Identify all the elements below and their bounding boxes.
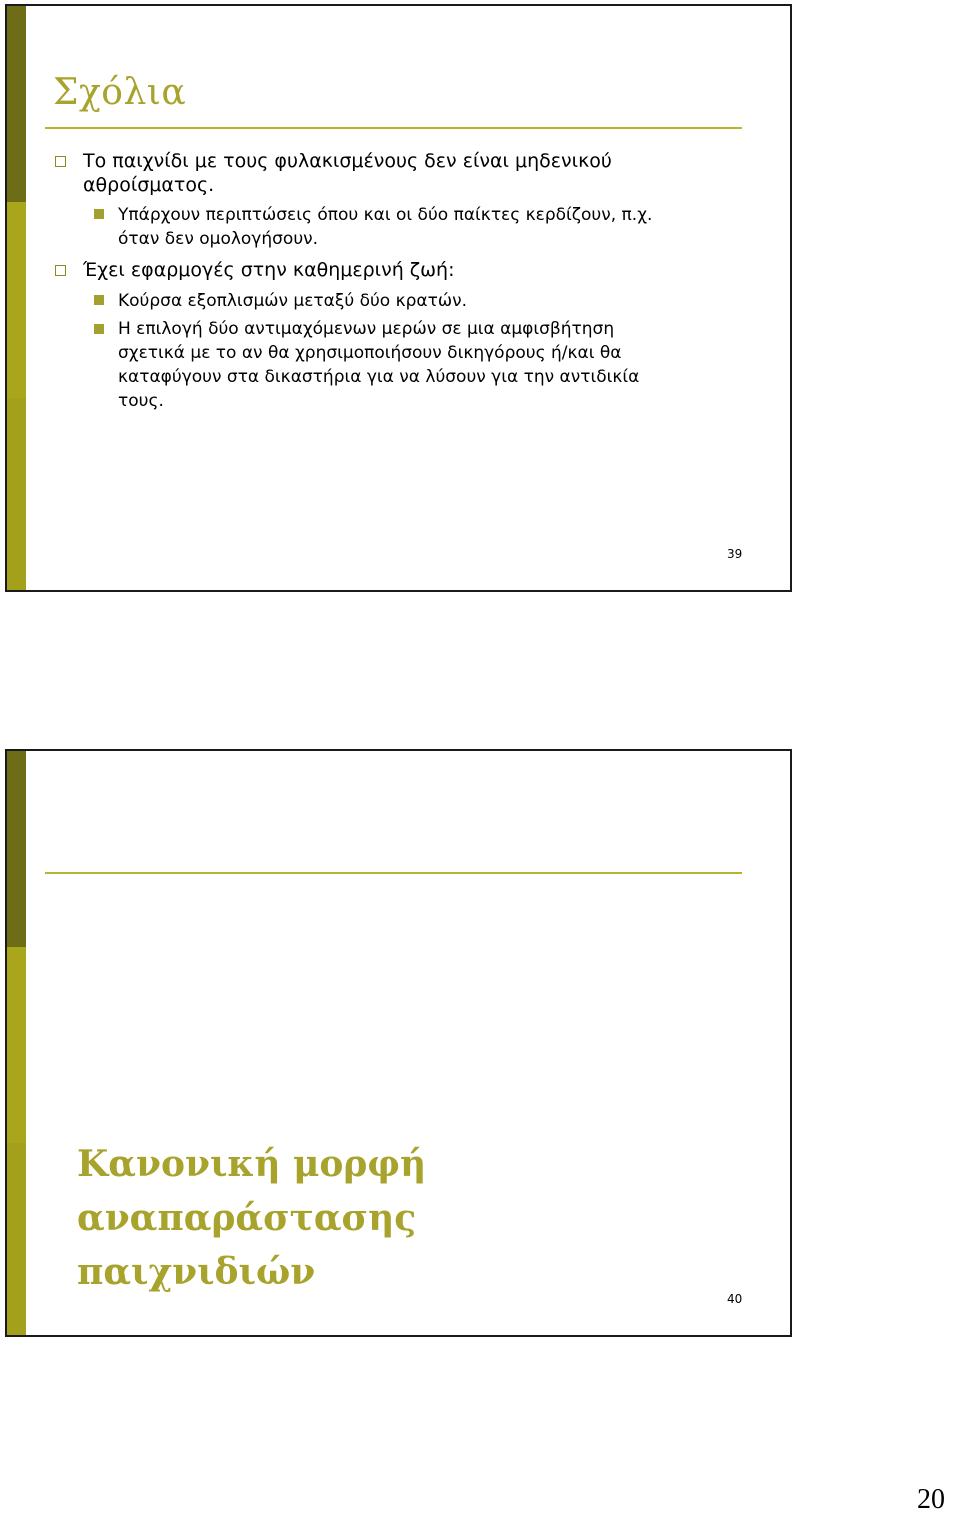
filled-square-bullet-icon bbox=[94, 324, 104, 334]
filled-square-bullet-icon bbox=[94, 209, 104, 219]
title-rule bbox=[45, 127, 742, 129]
band-dark-segment bbox=[7, 6, 26, 202]
bullet-text: Έχει εφαρμογές στην καθημερινή ζωή: bbox=[83, 259, 455, 281]
filled-square-bullet-icon bbox=[94, 295, 104, 305]
document-page-number: 20 bbox=[917, 1484, 945, 1515]
slide-39 bbox=[5, 4, 792, 592]
band-mid-segment bbox=[7, 202, 26, 398]
sub-bullet-text: Κούρσα εξοπλισμών μεταξύ δύο κρατών. bbox=[118, 291, 467, 311]
sub-bullet-text: Υπάρχουν περιπτώσεις όπου και οι δύο παίκτες κερδίζουν, π.χ. όταν δεν ομολογήσουν. bbox=[118, 205, 653, 249]
slide-side-band bbox=[7, 6, 26, 590]
square-bullet-icon bbox=[55, 156, 66, 167]
sub-bullet-text: Η επιλογή δύο αντιμαχόμενων μερών σε μια αμφισβήτηση σχετικά με το αν θα χρησιμοποιήσουν δικηγόρους ή/και θα καταφύγουν στα δικαστήρια για να λύσουν για την αντιδικία τους. bbox=[118, 319, 640, 411]
section-title: Κανονική μορφή αναπαράστασης παιχνιδιών bbox=[77, 1143, 427, 1293]
band-light-segment bbox=[7, 398, 26, 590]
slide-page-number: 39 bbox=[727, 547, 743, 561]
bullet-text: Το παιχνίδι με τους φυλακισμένους δεν είναι μηδενικού αθροίσματος. bbox=[83, 150, 612, 196]
band-light-segment bbox=[7, 1143, 26, 1335]
slide-side-band bbox=[7, 751, 26, 1335]
title-rule bbox=[45, 872, 742, 874]
slide-page-number: 40 bbox=[727, 1292, 743, 1306]
slide-title: Σχόλια bbox=[53, 72, 187, 113]
band-mid-segment bbox=[7, 947, 26, 1143]
square-bullet-icon bbox=[55, 265, 66, 276]
slide-40 bbox=[5, 749, 792, 1337]
band-dark-segment bbox=[7, 751, 26, 947]
